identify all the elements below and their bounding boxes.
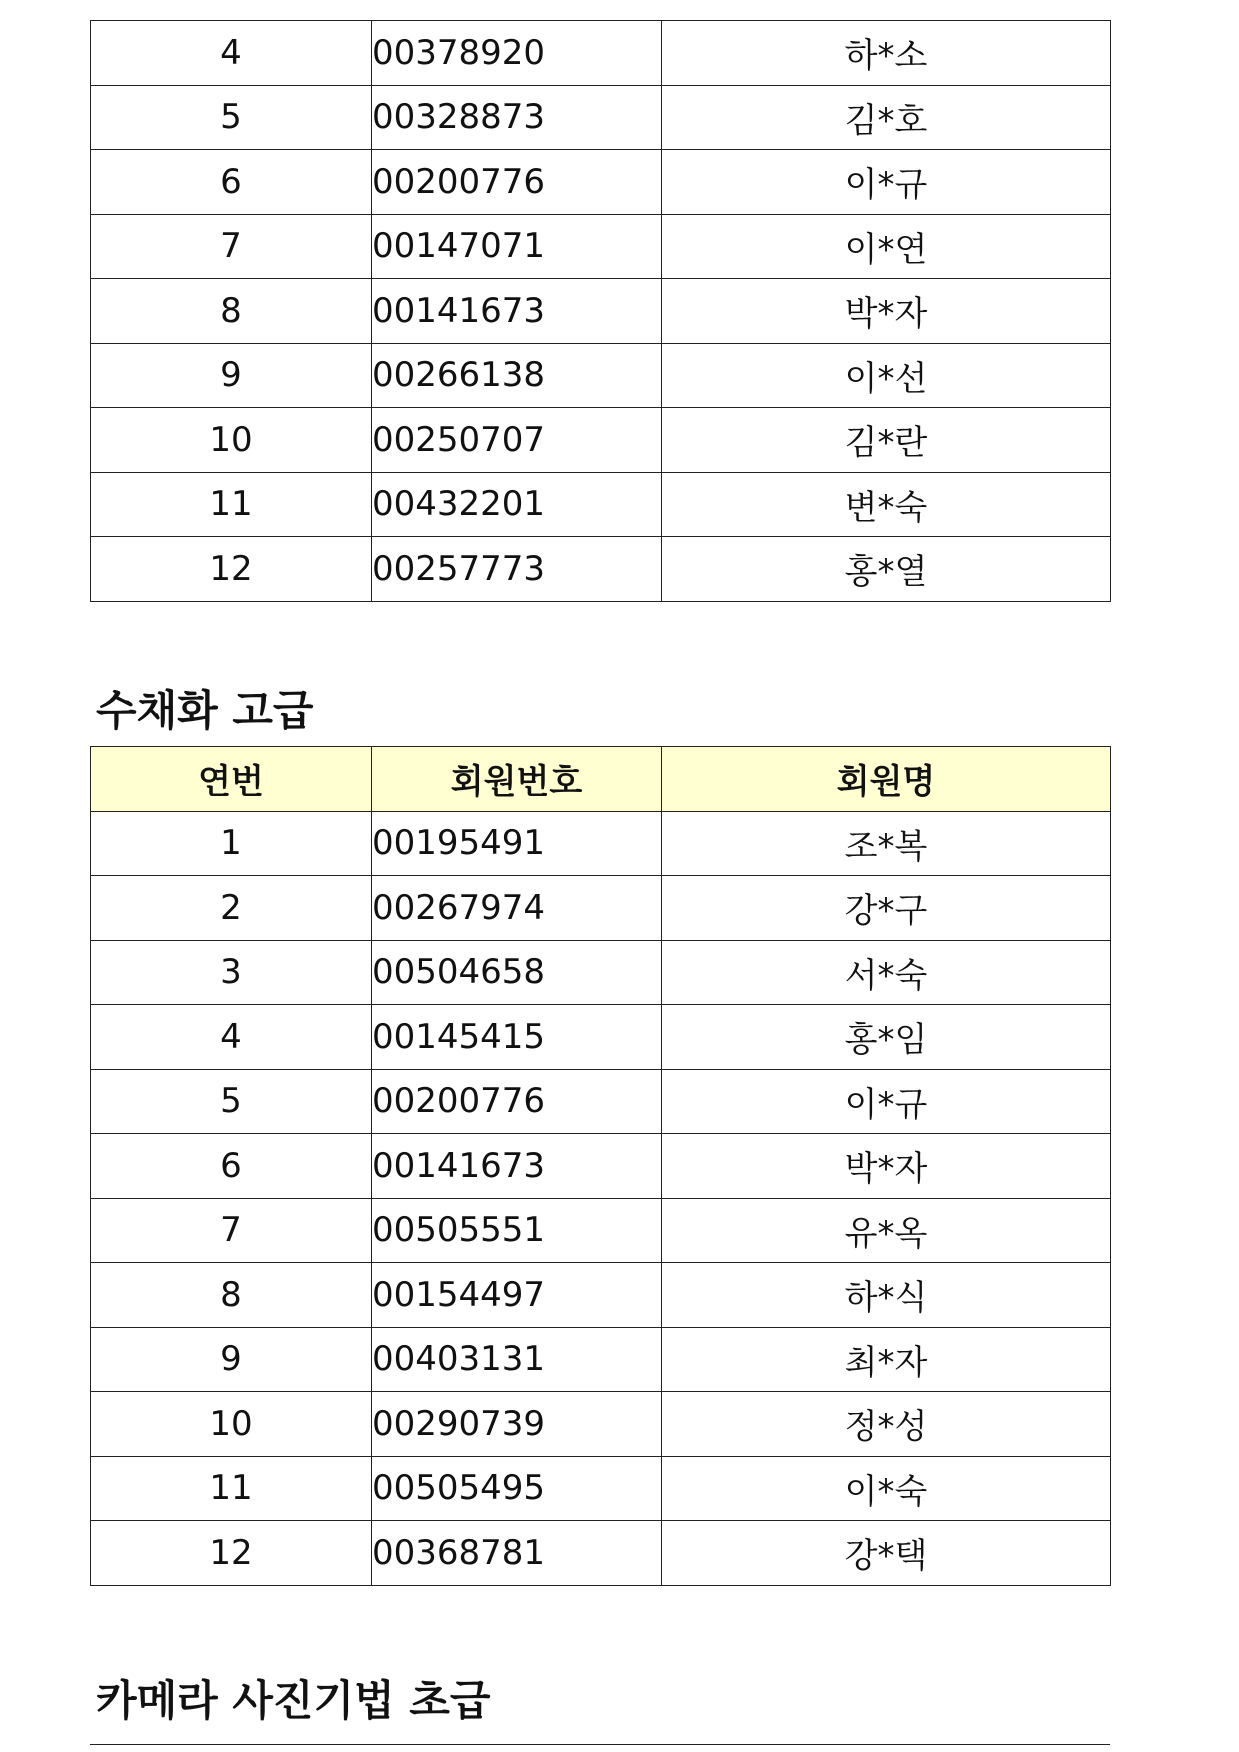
row-number: 12 [91,1521,372,1586]
member-table-watercolor-advanced [90,746,1111,1586]
member-id: 00145415 [372,1005,662,1070]
table-row [91,1134,1111,1199]
row-number: 9 [91,343,372,408]
member-id: 00505495 [372,1456,662,1521]
table-row [91,1263,1111,1328]
row-number: 10 [91,408,372,473]
member-name: 박*자 [662,1134,1111,1199]
member-id: 00257773 [372,537,662,602]
member-id: 00368781 [372,1521,662,1586]
member-id: 00505551 [372,1198,662,1263]
table-row [91,21,1111,86]
table-row [91,1392,1111,1457]
table-row [91,343,1111,408]
row-number: 2 [91,876,372,941]
member-id: 00504658 [372,940,662,1005]
member-name: 김*란 [662,408,1111,473]
member-name: 정*성 [662,1392,1111,1457]
member-name: 김*호 [662,85,1111,150]
row-number: 4 [91,21,372,86]
row-number: 5 [91,1069,372,1134]
row-number: 4 [91,1005,372,1070]
member-id: 00432201 [372,472,662,537]
table-row [91,1198,1111,1263]
row-number: 6 [91,1134,372,1199]
header-no: 연번 [91,747,372,812]
member-name: 변*숙 [662,472,1111,537]
member-id: 00328873 [372,85,662,150]
member-id: 00141673 [372,279,662,344]
section-title-watercolor-advanced: 수채화 고급 [96,686,314,735]
row-number: 11 [91,1456,372,1521]
table-header [91,747,1111,812]
table-row [91,85,1111,150]
member-name: 서*숙 [662,940,1111,1005]
table1-body [91,21,1111,602]
member-name: 박*자 [662,279,1111,344]
member-id: 00250707 [372,408,662,473]
table-row [91,214,1111,279]
table-row [91,1069,1111,1134]
member-id: 00290739 [372,1392,662,1457]
table2-body [91,811,1111,1585]
member-name: 하*소 [662,21,1111,86]
row-number: 7 [91,214,372,279]
member-table-continued [90,20,1111,602]
member-name: 이*선 [662,343,1111,408]
table-top-border [90,1744,1110,1745]
table-row [91,408,1111,473]
member-name: 강*택 [662,1521,1111,1586]
member-id: 00200776 [372,1069,662,1134]
table-row [91,472,1111,537]
member-id: 00141673 [372,1134,662,1199]
member-id: 00147071 [372,214,662,279]
table-row [91,1005,1111,1070]
table-row [91,940,1111,1005]
header-row [91,747,1111,812]
table-row [91,1456,1111,1521]
row-number: 8 [91,1263,372,1328]
row-number: 8 [91,279,372,344]
row-number: 7 [91,1198,372,1263]
member-name: 홍*열 [662,537,1111,602]
member-id: 00200776 [372,150,662,215]
member-id: 00195491 [372,811,662,876]
member-id: 00378920 [372,21,662,86]
member-name: 이*규 [662,150,1111,215]
member-id: 00266138 [372,343,662,408]
table-row [91,1327,1111,1392]
member-name: 강*구 [662,876,1111,941]
table-row [91,150,1111,215]
header-member-name: 회원명 [662,747,1111,812]
table-row [91,876,1111,941]
member-name: 홍*임 [662,1005,1111,1070]
member-name: 하*식 [662,1263,1111,1328]
table-row [91,811,1111,876]
row-number: 3 [91,940,372,1005]
table-row [91,1521,1111,1586]
member-id: 00403131 [372,1327,662,1392]
member-name: 유*옥 [662,1198,1111,1263]
row-number: 9 [91,1327,372,1392]
row-number: 10 [91,1392,372,1457]
row-number: 5 [91,85,372,150]
row-number: 12 [91,537,372,602]
header-member-id: 회원번호 [372,747,662,812]
member-id: 00267974 [372,876,662,941]
table-row [91,537,1111,602]
member-name: 이*연 [662,214,1111,279]
row-number: 1 [91,811,372,876]
member-name: 조*복 [662,811,1111,876]
member-id: 00154497 [372,1263,662,1328]
row-number: 11 [91,472,372,537]
member-name: 이*숙 [662,1456,1111,1521]
table-row [91,279,1111,344]
member-name: 이*규 [662,1069,1111,1134]
row-number: 6 [91,150,372,215]
section-title-camera-basic: 카메라 사진기법 초급 [96,1676,491,1725]
member-name: 최*자 [662,1327,1111,1392]
